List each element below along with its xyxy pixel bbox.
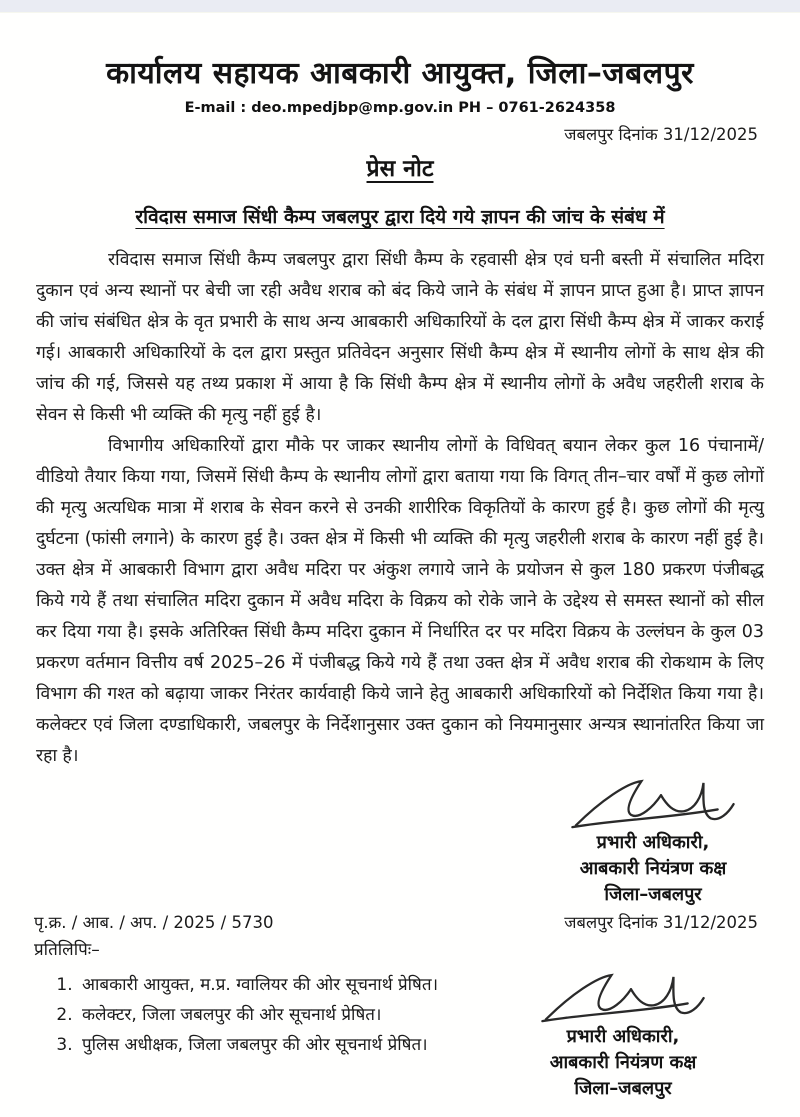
copies-label: प्रतिलिपिः– [34, 940, 100, 960]
header-place-date: जबलपुर दिनांक 31/12/2025 [564, 125, 758, 144]
copy-recipient-3: 3. पुलिस अधीक्षक, जिला जबलपुर की ओर सूचनार्थ प्रेषित। [78, 1030, 488, 1060]
signatory-designation: प्रभारी अधिकारी, [596, 832, 710, 853]
signatory-designation: प्रभारी अधिकारी, [566, 1026, 680, 1047]
office-title: कार्यालय सहायक आबकारी आयुक्त, जिला–जबलपुर [106, 56, 694, 91]
copy-recipient-1: 1. आबकारी आयुक्त, म.प्र. ग्वालियर की ओर सूचनार्थ प्रेषित। [78, 970, 488, 1000]
signatory-district: जिला–जबलपुर [604, 884, 702, 905]
contact-line: E-mail : deo.mpedjbp@mp.gov.in PH – 0761-2624358 [184, 100, 616, 116]
signature-mark [528, 968, 718, 1030]
signature-block-bottom [488, 968, 758, 1102]
signature-mark [558, 774, 748, 836]
subject-line: रविदास समाज सिंधी कैम्प जबलपुर द्वारा दिये गये ज्ञापन की जांच के संबंध में [135, 206, 665, 228]
copies-list [34, 970, 488, 1102]
signatory-office: आबकारी नियंत्रण कक्ष [579, 858, 727, 879]
copy-recipient-2: 2. कलेक्टर, जिला जबलपुर की ओर सूचनार्थ प्रेषित। [78, 1000, 488, 1030]
reference-number: पृ.क्र. / आब. / अप. / 2025 / 5730 [34, 913, 274, 932]
signature-block-top [558, 774, 748, 908]
body-paragraph-1: रविदास समाज सिंधी कैम्प जबलपुर द्वारा सिंधी कैम्प के रहवासी क्षेत्र एवं घनी बस्ती में संचालित मदिरा दुकान एवं अन्य स्थानों पर बेची जा रही अवैध शराब को बंद किये जाने के संबंध में ज्ञापन प्राप्त हुआ है। प्राप्त ज्ञापन की जांच संबंधित क्षेत्र के वृत प्रभारी के साथ अन्य आबकारी अधिकारियों के दल द्वारा सिंधी कैम्प क्षेत्र में जाकर कराई गई। आबकारी अधिकारियों के दल द्वारा प्रस्तुत प्रतिवेदन अनुसार सिंधी कैम्प क्षेत्र में स्थानीय लोगों के साथ क्षेत्र की जांच की गई, जिससे यह तथ्य प्रकाश में आया है कि सिंधी कैम्प क्षेत्र में स्थानीय लोगों के अवैध जहरीली शराब के सेवन से किसी भी व्यक्ति की मृत्यु नहीं हुई है। [36, 250, 764, 425]
body-paragraph-2: विभागीय अधिकारियों द्वारा मौके पर जाकर स्थानीय लोगों के विधिवत् बयान लेकर कुल 16 पंचानामें/वीडियो तैयार किया गया, जिसमें सिंधी कैम्प के स्थानीय लोगों द्वारा बताया गया कि विगत् तीन–चार वर्षों में कुछ लोगों की मृत्यु अत्यधिक मात्रा में शराब के सेवन करने से उनकी शारीरिक विकृतियों के कारण हुई है। कुछ लोगों की मृत्यु दुर्घटना (फांसी लगाने) के कारण हुई है। उक्त क्षेत्र में किसी भी व्यक्ति की मृत्यु जहरीली शराब के कारण नहीं हुई है। उक्त क्षेत्र में आबकारी विभाग द्वारा अवैध मदिरा पर अंकुश लगाये जाने के प्रयोजन से कुल 180 प्रकरण पंजीबद्ध किये गये हैं तथा संचालित मदिरा दुकान में अवैध मदिरा के विक्रय को रोके जाने के उद्देश्य से समस्त स्थानों को सील कर दिया गया है। इसके अतिरिक्त सिंधी कैम्प मदिरा दुकान में निर्धारित दर पर मदिरा विक्रय के उल्लंघन के कुल 03 प्रकरण वर्तमान वित्तीय वर्ष 2025–26 में पंजीबद्ध किये गये हैं तथा उक्त क्षेत्र में अवैध शराब की रोकथाम के लिए विभाग की गश्त को बढ़ाया जाकर निरंतर कार्यवाही किये जाने हेतु आबकारी अधिकारियों को निर्देशित किया गया है। कलेक्टर एवं जिला दण्डाधिकारी, जबलपुर के निर्देशानुसार उक्त दुकान को नियमानुसार अन्यत्र स्थानांतरित किया जा रहा है। [36, 436, 764, 766]
scan-top-band [0, 0, 800, 13]
document-body [36, 245, 764, 772]
reference-place-date: जबलपुर दिनांक 31/12/2025 [564, 913, 758, 932]
signatory-district: जिला–जबलपुर [574, 1078, 672, 1099]
signatory-office: आबकारी नियंत्रण कक्ष [549, 1052, 697, 1073]
press-note-title: प्रेस नोट [366, 156, 434, 182]
